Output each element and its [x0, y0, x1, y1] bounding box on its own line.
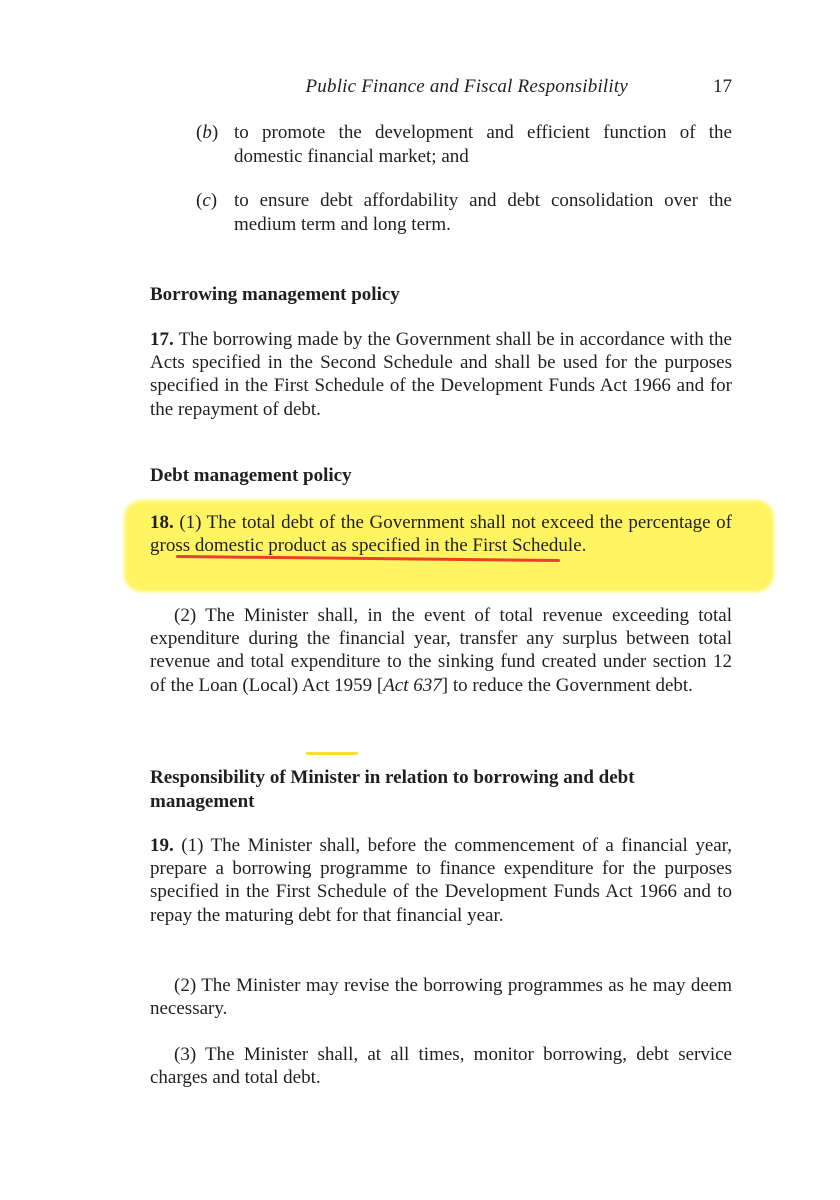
heading-debt-management: Debt management policy: [150, 465, 352, 486]
section-text-part: ] to reduce the Government debt.: [441, 674, 693, 696]
section-text: (1) The Minister shall, before the commencement of a financial year, prepare a borrowing programme to finance expenditure for the purposes specified in the First Schedule of the Development Funds Act 1966 and to repay the maturing debt for that financial year.: [150, 835, 732, 926]
section-number: 19.: [150, 835, 174, 856]
section-number: 18.: [150, 512, 174, 533]
section-18-1: [150, 511, 732, 557]
section-19-2: (2) The Minister may revise the borrowing programmes as he may deem necessary.: [150, 975, 732, 1020]
list-item-text: to ensure debt affordability and debt consolidation over the medium term and long term.: [234, 190, 732, 235]
list-item-letter: (c): [196, 190, 218, 211]
stray-highlight-mark: [306, 752, 358, 755]
heading-borrowing-management: Borrowing management policy: [150, 284, 400, 305]
running-header: [150, 76, 732, 104]
section-text: The borrowing made by the Government shall be in accordance with the Acts specified in the Second Schedule and shall be used for the purposes specified in the First Schedule of the Development Funds Act 1966 and for the repayment of debt.: [150, 329, 732, 420]
page-number: 17: [713, 76, 732, 97]
act-reference: Act 637: [383, 674, 442, 696]
heading-responsibility-of-minister: Responsibility of Minister in relation to borrowing and debt management: [150, 767, 635, 812]
section-text-part: (2) The Minister shall, in the event of total revenue exceeding total expenditure during the financial year, transfer any surplus between total revenue and total expenditure to the sinking fund created under section 12 of the Loan (Local) Act 1959 [: [150, 605, 732, 696]
list-item-c: [196, 189, 732, 237]
list-item-letter: (b): [196, 122, 219, 143]
section-17: [150, 328, 732, 421]
list-item-text: to promote the development and efficient function of the domestic financial market; and: [234, 122, 732, 167]
section-19-3: (3) The Minister shall, at all times, monitor borrowing, debt service charges and total debt.: [150, 1044, 732, 1089]
list-item-b: [196, 121, 732, 169]
section-19-1: [150, 834, 732, 927]
section-18-2: [150, 604, 732, 697]
running-title: Public Finance and Fiscal Responsibility: [305, 76, 628, 97]
section-number: 17.: [150, 329, 174, 350]
section-text: (1) The total debt of the Government shall not exceed the percentage of gross domestic product as specified in the First Schedule.: [150, 512, 732, 557]
